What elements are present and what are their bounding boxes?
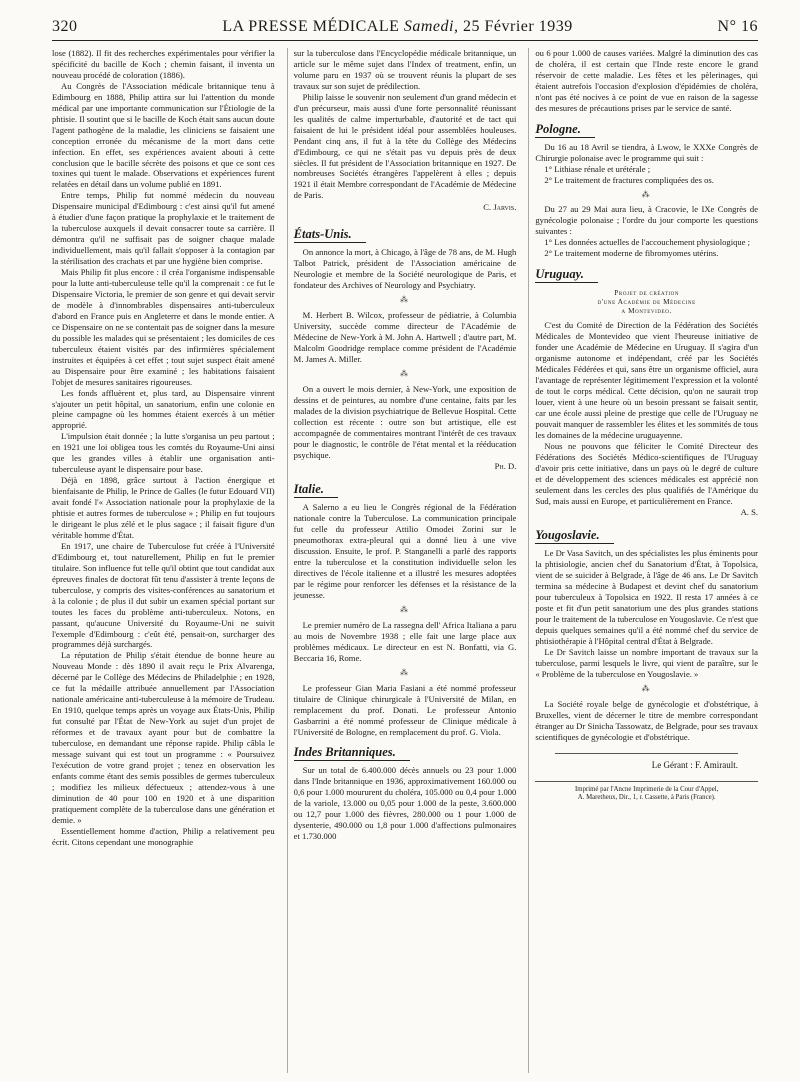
column-2 — [287, 48, 517, 1073]
paragraph: Du 27 au 29 Mai aura lieu, à Cracovie, le IXe Congrès de gynécologie polonaise ; l'ordre du jour comporte les questions suivantes : — [535, 204, 759, 237]
paragraph: Les fonds affluèrent et, plus tard, au Dispensaire vinrent s'ajouter un petit hôpital, un sanatorium, enfin une colonie en pleine campagne où les hommes étaient exercés à un métier approprié. — [52, 387, 275, 431]
paragraph: La réputation de Philip s'était étendue de bonne heure au Nouveau Monde : dès 1890 il avait reçu le Prix Alvarenga, décerné par le Collège des Médecins de Philadelphie ; en 1928, ce fut la médaille attribuée annuellement par l'Association nationale américaine anti-tuberculeuse à la mémoire de Trudeau. En 1910, quelque temps après un voyage aux États-Unis, Philip fut consulté par l'État de New-York au sujet d'un projet de réformes et de travaux ayant pour but de combattre la tuberculose, en demandant une réponse rapide. Philip câbla le message suivant qui est tout un programme : « Poursuivez l'exécution de votre grand projet ; tenez en observation les enfants comme étant des semis possibles de germes tuberculeux ; modifiez les milieux défectueux ; attendez-vous à une diminution de 40 pour 100 en 1920 et à une disparition pratiquement complète de la tuberculose dans une génération et demie. » — [52, 650, 275, 825]
imprint — [535, 781, 758, 803]
column-3 — [528, 48, 758, 1073]
columns — [52, 48, 758, 1073]
paragraph: En 1917, une chaire de Tuberculose fut créée à l'Université d'Edimbourg et, tout naturellement, Philip en fut le premier titulaire. Son influence fut telle qu'il obtint que tout candidat aux épreuves finales de doctorat fût tenu d'assister à trente leçons de tuberculose, y compris des visites-conférences au sanatorium et à la colonie ; de plus il dut subir un examen spécial portant sur toutes les faces du problème anti-tuberculeux. Notons, en passant, qu'aucune Université du Royaume-Uni ne suivit l'exemple d'Edimbourg : c'eût été, pensait-on, surcharger des programmes déjà surchargés. — [52, 540, 275, 650]
section-heading-pologne: Pologne. — [535, 122, 594, 138]
paragraph: Le Dr Savitch laisse un nombre important de travaux sur la tuberculose, parmi lesquels le livre, qui vient de paraître, sur le « Problème de la tuberculose en Yougoslavie. » — [535, 646, 759, 679]
imprint-line: Imprimé par l'Ancne Imprimerie de la Cour d'Appel, — [575, 785, 719, 793]
list-item: 2° Le traitement de fractures compliquées des os. — [544, 174, 714, 185]
paragraph: Sur un total de 6.400.000 décès annuels ou 23 pour 1.000 dans l'Inde britannique en 1936, approximativement 160.000 ou 0,6 pour 1.000 moururent du choléra, 105.000 ou 0,4 pour 1.000 de la variole, 13.000 ou 0,05 pour 1.000 de la peste, 3.600.000 ou 12,7 pour 1.000 des fièvres, 280.000 ou 1 pour 1.000 de dysenterie, 490.000 ou 1,8 pour 1.000 d'affections pulmonaires et 1.730.000 — [293, 765, 517, 842]
imprint-line: A. Maretheux, Dir., 1, r. Cassette, à Paris (France). — [577, 794, 716, 802]
subheading-line: a Montevideo. — [621, 307, 672, 316]
separator-stars: ⁂ — [641, 683, 652, 693]
paragraph: Essentiellement homme d'action, Philip a relativement peu écrit. Citons cependant une monographie — [52, 825, 275, 847]
weekday: Samedi, — [403, 18, 459, 35]
paragraph: ou 6 pour 1.000 de causes variées. Malgré la diminution des cas de choléra, il est certain que l'Inde reste encore le grand réservoir de cette maladie. Les fêtes et les pèlerinages, qui étaient autrefois l'occasion d'explosion d'épidémies de choléra, n'ont pas été nocives à ce point de vue en raison de la sagesse des mesures de précautions prises par le service de santé. — [535, 48, 759, 113]
paragraph: On annonce la mort, à Chicago, à l'âge de 78 ans, de M. Hugh Talbot Patrick, président de l'Association américaine de Neurologie et membre de la Société neurologique de Paris, et fondateur des Archives of Neurology and Psychiatry. — [293, 247, 517, 291]
signature: Ph. D. — [494, 461, 517, 472]
signature: C. Jarvis. — [483, 202, 517, 213]
paragraph: lose (1882). Il fit des recherches expérimentales pour vérifier la spécificité du bacille de Koch ; chemin faisant, il inventa un nouveau procédé de coloration (1886). — [52, 48, 275, 80]
paragraph: La Société royale belge de gynécologie et d'obstétrique, à Bruxelles, vient de décerner le titre de membre correspondant étranger au Dr Sinicha Tassowatz, de Belgrade, pour ses travaux scientifiques de gynécologie et d'obstétrique. — [535, 698, 759, 742]
section-heading-uruguay: Uruguay. — [535, 267, 598, 283]
paragraph: Au Congrès de l'Association médicale britannique tenu à Edimbourg en 1888, Philip attira sur lui l'attention du monde médical par une importante communication sur l'Étiologie de la phtisie. Il soutint que si le bacille de Koch était sans aucun doute l'agent pathogène de la maladie, les cliniciens se faisaient une conception erronée du mécanisme de la mort dans cette infection. En effet, ses expériences avaient abouti à cette conclusion que le bacille sécrète des poisons et que ce sont ces toxines qui tuent le malade. Observations et expériences furent relatées en détail dans un volume publié en 1891. — [52, 80, 275, 190]
issue-date: 25 Février 1939 — [462, 18, 573, 35]
separator-stars: ⁂ — [400, 604, 410, 614]
subheading-line: Projet de création — [614, 289, 680, 298]
paragraph: Déjà en 1898, grâce surtout à l'action énergique et bienfaisante de Philip, le Prince de Galles (le futur Edouard VII) avait fondé l'« Association nationale pour la prophylaxie de la phtisie et autres formes de tuberculose » ; Philip en fut toujours le dirigeant le plus zélé et le plus sagace ; il faisait figure d'un véritable homme d'État. — [52, 475, 275, 540]
paragraph: Le premier numéro de La rassegna dell' Africa Italiana a paru au mois de Novembre 1938 ; elle fait une large place aux problèmes médicaux. Le directeur en est N. Bonfatti, via G. Beccaria 16, Rome. — [293, 619, 517, 663]
paragraph: Entre temps, Philip fut nommé médecin du nouveau Dispensaire municipal d'Edimbourg : c'est ainsi qu'il fut amené à étudier d'une façon pratique la prophylaxie et le traitement de la tuberculose auxquels il devait consacrer toute sa carrière. Il démontra qu'il ne suffisait pas de soigner chaque malade individuellement, mais qu'il fallait s'opposer à la contagion par la stérilisation des crachats et par une hygiène bien comprise. — [52, 190, 275, 267]
issue-number: N° 16 — [717, 18, 758, 35]
paragraph: M. Herbert B. Wilcox, professeur de pédiatrie, à Columbia University, succède comme directeur de l'Académie de Médecine de New-York à M. John A. Hartwell ; d'autre part, M. Malcolm Goodridge remplace comme président de l'Académie M. James A. Miller. — [293, 310, 517, 364]
list-item: 1° Lithiase rénale et urétérale ; — [544, 163, 651, 174]
paragraph: Nous ne pouvons que féliciter le Comité Directeur des Fédérations des Sociétés Médico-scientifiques de l'Uruguay d'avoir pris cette initiative, dans un pays où le degré de culture et de développement des sciences médicales est apprécié non seulement dans les cercles des plus qualifiés de l'Amérique du Sud, mais aussi en Europe, et particulièrement en France. — [535, 440, 759, 506]
subheading — [535, 289, 758, 316]
section-heading-indes-britanniques: Indes Britanniques. — [294, 745, 410, 761]
paragraph: Le professeur Gian Maria Fasiani a été nommé professeur titulaire de Clinique chirurgicale à l'Université de Milan, en remplacement du prof. Donati. Le professeur Antonio Gasbarrini a été nommé professeur de Clinique médicale à l'Université de Bologne, en remplacement du prof. G. Viola. — [293, 682, 517, 737]
paragraph: C'est du Comité de Direction de la Fédération des Sociétés Médicales de Montevideo que vient l'heureuse initiative de fonder une Académie de Médecine en Uruguay. Il s'agira d'un organisme autonome et indépendant, créé par les Sociétés Médicales Fédérées et qui, sans être un organisme officiel, aura l'avantage de représenter légitimement l'expression et la volonté de tout le corps médical. Cette décision, qu'on ne saurait trop louer, vient à une heure où un besoin pressant se faisait sentir, car une école aussi pleine de prestige que celle de l'Uruguay ne pouvait manquer de rassembler les élites et les sommités de tous les domaines de la médecine uruguayenne. — [535, 320, 759, 440]
gerant-line: Le Gérant : F. Amirault. — [651, 759, 739, 770]
separator-stars: ⁂ — [400, 295, 410, 305]
paragraph: L'impulsion était donnée ; la lutte s'organisa un peu partout ; en 1921 une loi obligea tous les comtés du Royaume-Uni ainsi que les grandes villes à établir une organisation anti-tuberculeuse ayant le dispensaire pour base. — [52, 431, 275, 475]
separator-stars: ⁂ — [641, 189, 652, 199]
section-heading-italie: Italie. — [294, 482, 338, 498]
signature: A. S. — [740, 507, 759, 518]
divider — [555, 753, 738, 754]
separator-stars: ⁂ — [400, 667, 410, 677]
paragraph: Du 16 au 18 Avril se tiendra, à Lwow, le XXXe Congrès de Chirurgie polonaise avec le programme qui suit : — [535, 141, 759, 163]
header-title — [222, 18, 572, 36]
paragraph: On a ouvert le mois dernier, à New-York, une exposition de dessins et de peintures, au nombre d'une centaine, faits par les malades de la division psychiatrique de Bellevue Hospital. Cette collection est récente : outre son but artistique, elle est accompagnée de commentaires montrant l'intérêt de ces travaux pour le diagnostic, le contrôle de l'état mental et la rééducation psychique. — [293, 383, 517, 460]
paragraph: sur la tuberculose dans l'Encyclopédie médicale britannique, un article sur le même sujet dans l'Index of treatment, enfin, un volume paru en 1937 où se trouvent réunis la plupart de ses travaux sur son sujet de prédilection. — [293, 48, 517, 91]
paragraph: Le Dr Vasa Savitch, un des spécialistes les plus éminents pour la phtisiologie, ancien chef du Sanatorium d'État, à Topolsica, vient de se suicider à Belgrade, à l'âge de 46 ans. Le Dr Savitch termina sa médecine à Budapest et devint chef du sanatorium pour tuberculeux à Topolsica en 1922. Il resta 17 années à ce poste et fit d'un petit sanatorium une des plus grandes stations pour le traitement de la tuberculose en Yougoslavie. Ce n'est que depuis quelques semaines qu'il a été nommé chef du service de phtisiothérapie à l'Hôpital central d'État à Belgrade. — [535, 548, 759, 647]
section-heading-etats-unis: États-Unis. — [294, 227, 366, 243]
page-header — [52, 18, 758, 41]
paragraph: Mais Philip fit plus encore : il créa l'organisme indispensable pour la lutte anti-tuberculeuse telle qu'il la comprenait : ce fut le Dispensaire Victoria, le premier de son genre et qui devait servir de modèle à d'innombrables dispensaires anti-tuberculeux d'abord en France puis en Angleterre et dans le monde entier. A ce Dispensaire on ne se contentait pas de soigner dans la mesure du possible les malades qui se présentaient ; les domiciles de ces tuberculeux étaient visités par des infirmières spécialement instruites et équipées à cet effet ; tout sujet suspect était amené au Dispensaire pour être examiné ; les habitations faisaient l'objet de mesures sanitaires rigoureuses. — [52, 267, 275, 387]
separator-stars: ⁂ — [400, 368, 410, 378]
paragraph: Philip laisse le souvenir non seulement d'un grand médecin et d'un précurseur, mais aussi d'une forte personnalité réunissant les qualités de calme imperturbable, d'autorité et de tact qui faisaient de lui le président idéal pour assemblées houleuses. Pendant cinq ans, il fut à la tête du Collège des Médecins d'Edimbourg, ce qui ne s'était pas vu depuis près de deux siècles. Il fut président de l'Association britannique en 1927. De nombreuses Sociétés étrangères l'appelèrent à elles ; depuis 1921 il était Membre correspondant de l'Académie de Médecine de Paris. — [293, 91, 517, 201]
section-heading-yougoslavie: Yougoslavie. — [535, 528, 613, 544]
list-item: 1° Les données actuelles de l'accouchement physiologique ; — [544, 237, 751, 248]
column-1 — [52, 48, 275, 1073]
list-item: 2° Le traitement moderne de fibromyomes utérins. — [544, 248, 719, 259]
journal-name: LA PRESSE MÉDICALE — [222, 18, 400, 35]
page-number: 320 — [52, 18, 78, 35]
subheading-line: d'une Académie de Médecine — [597, 298, 696, 307]
paragraph: A Salerno a eu lieu le Congrès régional de la Fédération nationale contre la Tuberculose. La communication principale fut celle du professeur Attilio Omodei Zorini sur le pneumothorax extra-pleural qui a donné lieu à une vive discussion. Ensuite, le prof. P. Stanganelli a parlé des rapports entre la tuberculose et la constitution individuelle selon les directives de l'école italienne et a illustré les mesures adoptées par le régime pour renforcer les défenses et la résistance de la jeunesse. — [293, 502, 517, 601]
